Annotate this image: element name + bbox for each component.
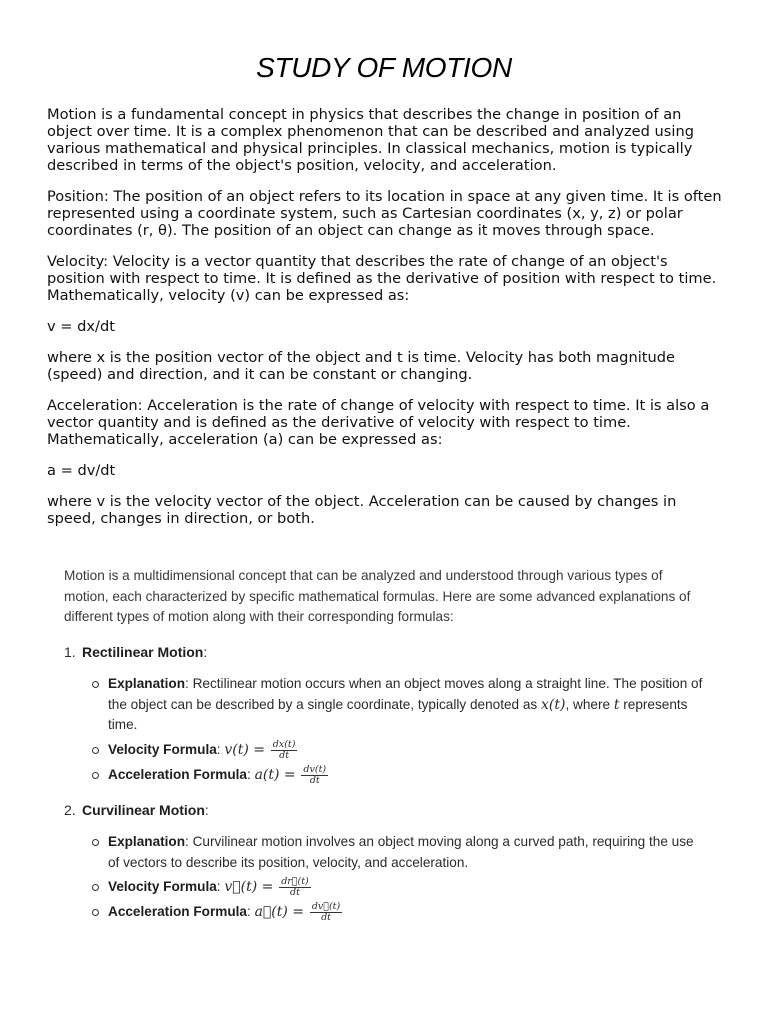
acceleration-fraction <box>310 902 342 923</box>
velocity-fraction <box>271 740 298 761</box>
paragraph-acceleration: Acceleration: Acceleration is the rate of change of velocity with respect to time. It is also a vector quantity and is defined as the derivative of velocity with respect to time. Mathematically, acceleration (a) can be expressed as: <box>47 397 710 448</box>
section-number: 1. <box>64 643 76 660</box>
explanation-label: Explanation <box>108 676 186 691</box>
fraction-numerator: dv⃗(t) <box>311 901 341 912</box>
formula-velocity: v = dx/dt <box>47 318 115 335</box>
fraction-denominator: dt <box>279 749 290 761</box>
paragraph-acceleration-note: where v is the velocity vector of the object. Acceleration can be caused by changes in speed, changes in direction, or both. <box>47 493 677 527</box>
math-x-of-t: x(t) <box>541 696 566 713</box>
fraction-denominator: dt <box>290 887 300 898</box>
paragraph-velocity-note: where x is the position vector of the object and t is time. Velocity has both magnitude (speed) and direction, and it can be constant or changing. <box>47 349 675 383</box>
velocity-lhs: v(t) = <box>224 741 265 758</box>
acceleration-formula-label: Acceleration Formula <box>108 766 247 782</box>
section-number: 2. <box>64 801 76 818</box>
explanation-label: Explanation <box>108 834 186 849</box>
velocity-formula-label: Velocity Formula <box>108 879 217 895</box>
section-heading <box>64 800 704 821</box>
section-rectilinear <box>64 642 704 786</box>
paragraph-position: Position: The position of an object refers to its location in space at any given time. It is often represented using a coordinate system, such as Cartesian coordinates (x, y, z) or polar coordinates (r, θ). The position of an object can change as it moves through space. <box>47 188 722 239</box>
bullet-velocity-formula: Velocity Formula: v(t) = $\frac{dx(t)}{dt}$ <box>108 740 704 761</box>
acceleration-lhs: a⃗(t) = <box>254 904 305 921</box>
velocity-fraction <box>279 877 311 898</box>
fraction-numerator: dr⃗(t) <box>281 876 309 887</box>
page-title: STUDY OF MOTION <box>256 52 512 83</box>
section-colon: : <box>203 643 208 660</box>
body-text <box>47 106 727 541</box>
fraction-numerator: dx(t) <box>272 738 296 750</box>
explanation-text: : Curvilinear motion involves an object moving along a curved path, requiring the use of vectors to describe its position, velocity, and acceleration. <box>108 834 694 870</box>
embedded-intro: Motion is a multidimensional concept that can be analyzed and understood through various types of motion, each characterized by specific mathematical formulas. Here are some advanced explanations of different types of motion along with their corresponding formulas: <box>64 568 691 624</box>
section-curvilinear <box>64 800 704 924</box>
explanation-text-b: , where <box>565 696 614 712</box>
fraction-denominator: dt <box>321 912 331 923</box>
bullet-explanation <box>108 674 704 736</box>
explanation-text-c: represents time. <box>108 696 688 732</box>
section-bullets <box>64 832 704 923</box>
bullet-explanation <box>108 832 704 873</box>
paragraph-intro: Motion is a fundamental concept in physics that describes the change in position of an object over time. It is a complex phenomenon that can be described and analyzed using various mathematical and physical principles. In classical mechanics, motion is typically described in terms of the object's position, velocity, and acceleration. <box>47 106 694 174</box>
section-bullets <box>64 674 704 786</box>
paragraph-velocity: Velocity: Velocity is a vector quantity that describes the rate of change of an object's position with respect to time. It is defined as the derivative of position with respect to time. Mathematically, velocity (v) can be expressed as: <box>47 253 717 304</box>
fraction-denominator: dt <box>309 774 320 786</box>
section-title: Rectilinear Motion <box>82 643 204 660</box>
motion-types-list <box>64 642 704 924</box>
acceleration-lhs: a(t) = <box>254 766 296 783</box>
explanation-text: : Rectilinear motion occurs when an object moves along a straight line. The position of the object can be described by a single coordinate, typically denoted as <box>108 676 703 712</box>
acceleration-fraction <box>301 765 328 786</box>
math-t: t <box>613 696 620 713</box>
bullet-acceleration-formula: Acceleration Formula: a⃗(t) = $\frac{dv⃗(t)}{dt}$ <box>108 902 704 923</box>
bullet-acceleration-formula: Acceleration Formula: a(t) = $\frac{dv(t)}{dt}$ <box>108 765 704 786</box>
section-heading <box>64 642 704 663</box>
formula-acceleration: a = dv/dt <box>47 462 116 479</box>
bullet-velocity-formula: Velocity Formula: v⃗(t) = $\frac{dr⃗(t)}{dt}$ <box>108 877 704 898</box>
embedded-screenshot <box>64 566 704 937</box>
acceleration-formula-label: Acceleration Formula <box>108 904 247 920</box>
section-title: Curvilinear Motion <box>82 801 205 818</box>
velocity-formula-label: Velocity Formula <box>108 741 217 757</box>
section-colon: : <box>204 801 209 818</box>
fraction-numerator: dv(t) <box>303 763 327 775</box>
velocity-lhs: v⃗(t) = <box>224 879 274 896</box>
